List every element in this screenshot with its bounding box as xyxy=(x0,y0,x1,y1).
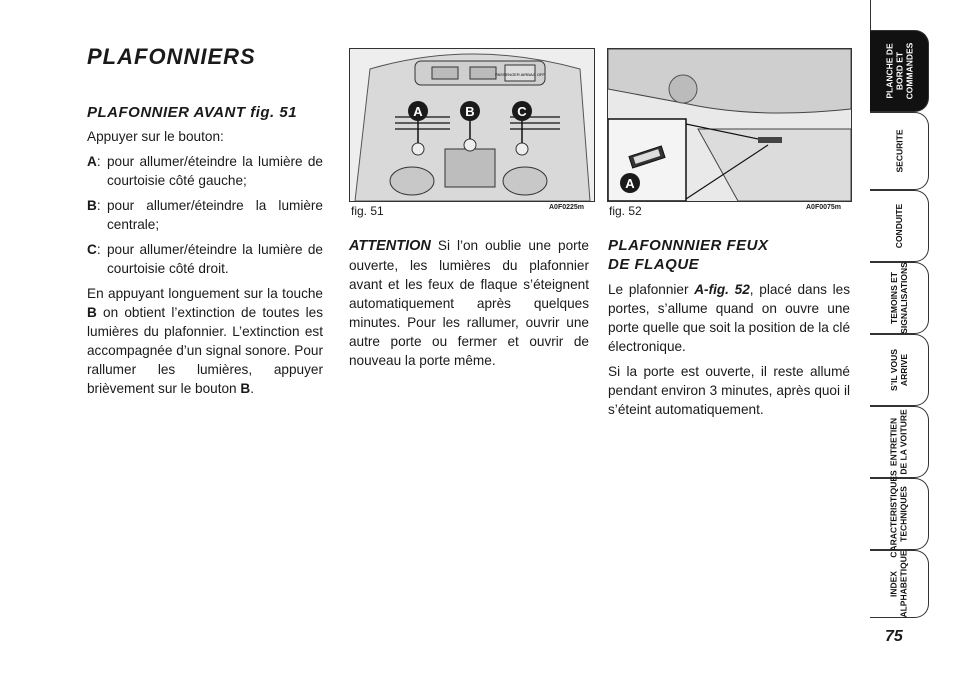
chapter-tab-label: SECURITE xyxy=(893,129,904,173)
figure-label-a: A xyxy=(620,173,640,193)
console-label: PASSENGER AIRBAG OFF xyxy=(495,72,545,77)
figure-51-caption: fig. 51 xyxy=(351,204,384,218)
text-fragment: on obtient l’extinction de toutes les lumières du plafonnier. L’extinction est accompagnée d’un signal sonore. Pour rallumer les lumières, appuyer brièvement sur le bouton xyxy=(87,305,323,396)
page-number: 75 xyxy=(885,628,903,645)
button-key-separator: : xyxy=(96,242,101,257)
chapter-tab-label: S’IL VOUS ARRIVE xyxy=(888,349,909,391)
chapter-tab-label: ENTRETIEN DE LA VOITURE xyxy=(889,409,910,475)
chapter-tab-label: PLANCHE DE BORD ET COMMANDES xyxy=(883,42,914,100)
left-column xyxy=(87,104,323,404)
chapter-tab[interactable] xyxy=(870,334,929,406)
chapter-tab-label-wrap xyxy=(870,335,928,405)
figure-52-image xyxy=(607,48,852,202)
door-puddle-light-illustration xyxy=(608,49,851,201)
ceiling-light-console-illustration xyxy=(350,49,594,201)
chapter-tab[interactable] xyxy=(870,470,929,558)
text-fragment: . xyxy=(250,381,255,396)
button-key xyxy=(87,152,107,190)
button-list-item xyxy=(87,152,323,190)
button-key-letter: A xyxy=(87,154,97,169)
text-fragment: En appuyant longuement sur la touche xyxy=(87,286,323,301)
chapter-tab-label: TEMOINS ET SIGNALISATIONS xyxy=(889,262,909,334)
button-description: pour allumer/éteindre la lumière centrale; xyxy=(107,198,323,232)
text-fragment: , placé dans les portes, s’allume quand on ouvre une porte quelle que soit la position de la clé électronique. xyxy=(608,282,850,354)
button-key xyxy=(87,240,107,278)
bold-fragment: A-fig. 52 xyxy=(694,282,750,297)
figure-label-b: B xyxy=(460,101,480,121)
chapter-tab-label-wrap xyxy=(870,191,928,261)
chapter-tab[interactable] xyxy=(870,190,929,262)
figure-label-a: A xyxy=(408,101,428,121)
chapter-tab-label-wrap xyxy=(870,113,928,189)
chapter-tab[interactable] xyxy=(870,550,929,618)
chapter-tab-label: INDEX ALPHABETIQUE xyxy=(889,550,909,618)
right-column xyxy=(608,236,850,425)
button-list-item xyxy=(87,196,323,234)
chapter-tab-label-wrap xyxy=(870,470,928,558)
text-fragment: Le plafonnier xyxy=(608,282,689,297)
chapter-tab-label: CONDUITE xyxy=(893,203,904,249)
bold-fragment: B xyxy=(240,381,251,396)
paragraph-long-press xyxy=(87,284,323,398)
intro-text: Appuyer sur le bouton: xyxy=(87,129,224,144)
attention-text: Si l’on oublie une porte ouverte, les lumières du plafonnier avant et les feux de flaque s’éteignent automatiquement après quelques minutes. Pour les rallumer, ouvrir une autre porte ou fermer et ouvrir de nouveau la porte même. xyxy=(349,238,589,368)
puddle-light-paragraph-1 xyxy=(608,280,850,356)
button-key-separator: : xyxy=(96,198,101,213)
attention-paragraph xyxy=(349,236,589,370)
button-key xyxy=(87,196,107,234)
section-heading-front-light: PLAFONNIER AVANT fig. 51 xyxy=(87,104,298,121)
button-list-item xyxy=(87,240,323,278)
button-list xyxy=(87,152,323,278)
button-key-letter: C xyxy=(87,242,97,257)
figure-51-image xyxy=(349,48,595,202)
button-key-separator: : xyxy=(96,154,101,169)
chapter-tab[interactable] xyxy=(870,406,929,478)
puddle-light-paragraph-2: Si la porte est ouverte, il reste allumé pendant environ 3 minutes, après quoi il s’éteint automatiquement. xyxy=(608,364,850,417)
figure-label-c: C xyxy=(512,101,532,121)
chapter-tab-label-wrap xyxy=(870,551,928,617)
chapter-tab-label: CARACTERISTIQUES TECHNIQUES xyxy=(889,470,909,558)
chapter-tab-label-wrap xyxy=(870,31,928,111)
chapter-tab-label-wrap xyxy=(870,407,928,477)
heading-line: DE FLAQUE xyxy=(608,256,700,273)
chapter-tab-label-wrap xyxy=(870,263,928,333)
figure-51-code: A0F0225m xyxy=(549,204,585,211)
figure-52-caption: fig. 52 xyxy=(609,204,642,218)
button-description: pour allumer/éteindre la lumière de courtoisie côté gauche; xyxy=(107,154,323,188)
bold-fragment: B xyxy=(87,305,97,320)
page-title: PLAFONNIERS xyxy=(87,44,256,69)
chapter-tab[interactable] xyxy=(870,30,929,112)
middle-column xyxy=(349,236,589,376)
attention-label: ATTENTION xyxy=(349,238,431,254)
figure-52-code: A0F0075m xyxy=(806,204,842,211)
chapter-tab[interactable] xyxy=(870,112,929,190)
button-key-letter: B xyxy=(87,198,97,213)
button-description: pour allumer/éteindre la lumière de courtoisie côté droit. xyxy=(107,242,323,276)
chapter-sidebar xyxy=(870,0,960,692)
section-heading-puddle-light xyxy=(608,236,850,274)
chapter-tab[interactable] xyxy=(870,262,929,334)
heading-line: PLAFONNNIER FEUX xyxy=(608,237,769,254)
